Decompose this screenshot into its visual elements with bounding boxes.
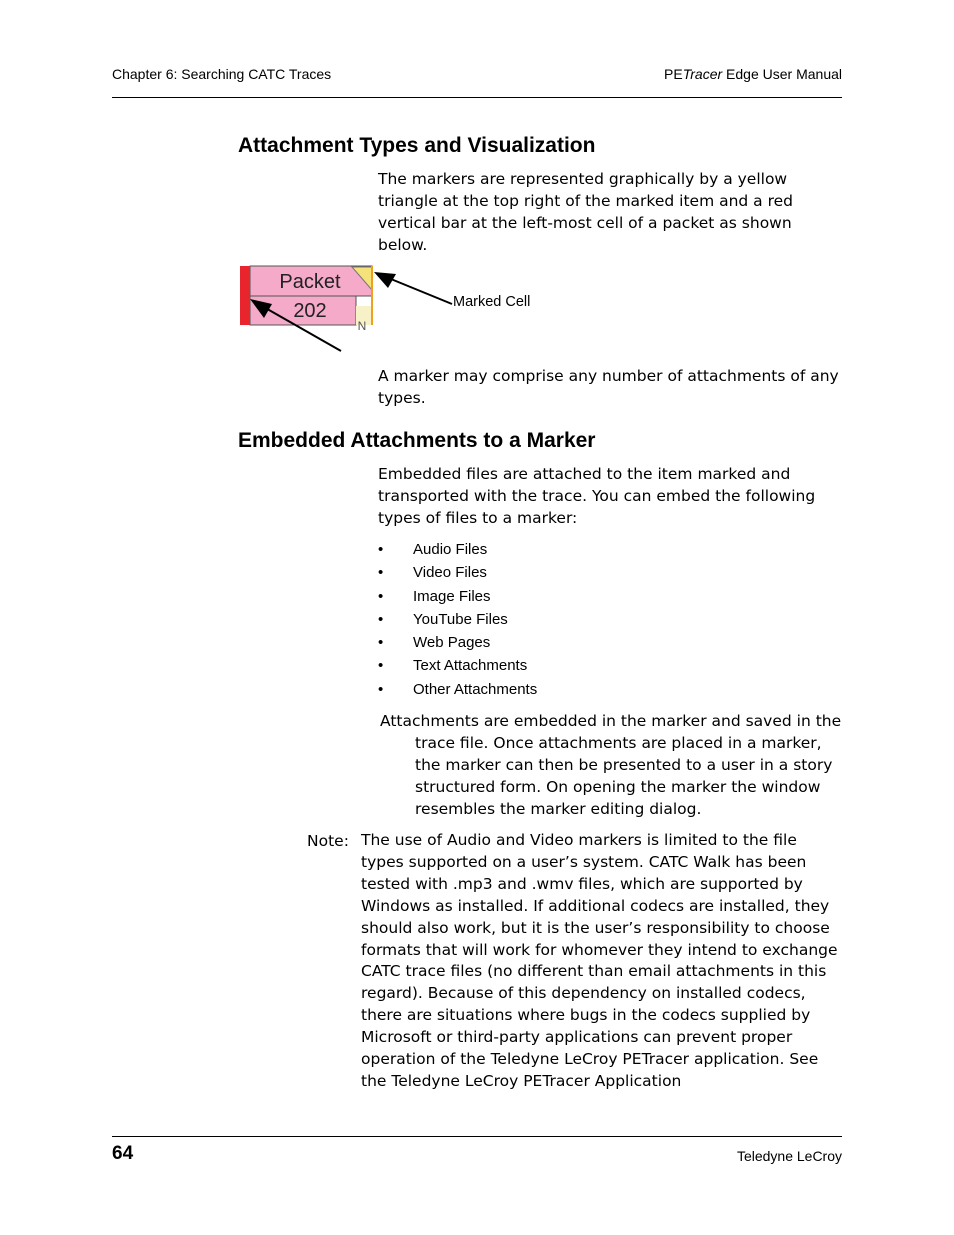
note-label: Note: xyxy=(307,832,349,850)
bullet-dot: • xyxy=(378,541,384,558)
section-title-embedded-attachments: Embedded Attachments to a Marker xyxy=(238,429,596,452)
bullet-dot: • xyxy=(378,610,384,628)
bullet-dot: • xyxy=(378,680,384,698)
figure-label-marked-cell: Marked Cell xyxy=(453,294,531,310)
file-type-list xyxy=(378,539,537,702)
header-rule xyxy=(112,97,842,98)
running-header-manual-title xyxy=(664,66,842,82)
section-intro-markers: The markers are represented graphically by a yellow triangle at the top right of the marked item and a red vertical bar at the left-most cell of a packet as shown below. xyxy=(378,170,794,254)
list-item xyxy=(378,586,537,609)
list-item-text: Image Files xyxy=(413,587,491,605)
list-item-text: Web Pages xyxy=(413,634,491,652)
list-item-text: Other Attachments xyxy=(413,680,538,698)
list-item xyxy=(378,609,537,632)
section-title-attachment-types: Attachment Types and Visualization xyxy=(238,134,596,157)
callout-arrow-triangle xyxy=(386,277,452,304)
list-item xyxy=(378,632,537,655)
manual-title-suffix: Edge User Manual xyxy=(722,66,842,82)
manual-title-italic: Tracer xyxy=(682,66,723,82)
embedded-attachments-paragraph: Attachments are embedded in the marker and saved in the trace file. Once attachments are placed in a marker, the marker can then be presented to a user in a story structured form. On opening the marker the window resembles the marker editing dialog. xyxy=(380,712,842,818)
list-item-text: Text Attachments xyxy=(413,657,528,675)
footer-company: Teledyne LeCroy xyxy=(736,1148,842,1164)
manual-title-prefix: PE xyxy=(664,66,683,82)
marker-attachments-note: A marker may comprise any number of attachments of any types. xyxy=(378,367,839,407)
list-item xyxy=(378,655,537,678)
bullet-dot: • xyxy=(378,657,384,675)
note-text: The use of Audio and Video markers is limited to the file types supported on a user’s system. CATC Walk has been tested with .mp3 and .wmv files, which are supported by Windows as installed. If additional codecs are installed, they should also work, but it is the user’s responsibility to choose formats that will work for whomever they intend to exchange CATC trace files (no different than email attachments in this regard). Because of this dependency on installed codecs, there are situations where bugs in the codecs supplied by Microsoft or third-party applications can prevent proper operation of the Teledyne LeCroy PETracer application. See the Teledyne LeCroy PETracer Application xyxy=(361,831,838,1090)
list-item-text: Audio Files xyxy=(413,541,488,558)
running-header-chapter: Chapter 6: Searching CATC Traces xyxy=(112,66,332,82)
section-intro-embedded: Embedded files are attached to the item marked and transported with the trace. You can embed the following types of files to a marker: xyxy=(378,465,816,527)
list-item xyxy=(378,539,537,562)
bullet-dot: • xyxy=(378,587,384,605)
footer-rule xyxy=(112,1136,842,1137)
list-item xyxy=(378,679,537,702)
list-item-text: Video Files xyxy=(413,564,487,582)
bullet-dot: • xyxy=(378,634,384,652)
list-item-text: YouTube Files xyxy=(413,610,508,628)
red-marker-bar xyxy=(240,266,250,325)
cell-text-packet-number: 202 xyxy=(293,300,327,322)
cell-text-packet: Packet xyxy=(279,271,341,293)
page-number: 64 xyxy=(112,1143,134,1164)
list-item xyxy=(378,562,537,585)
cell-corner-letter: N xyxy=(357,319,367,333)
bullet-dot: • xyxy=(378,564,384,582)
